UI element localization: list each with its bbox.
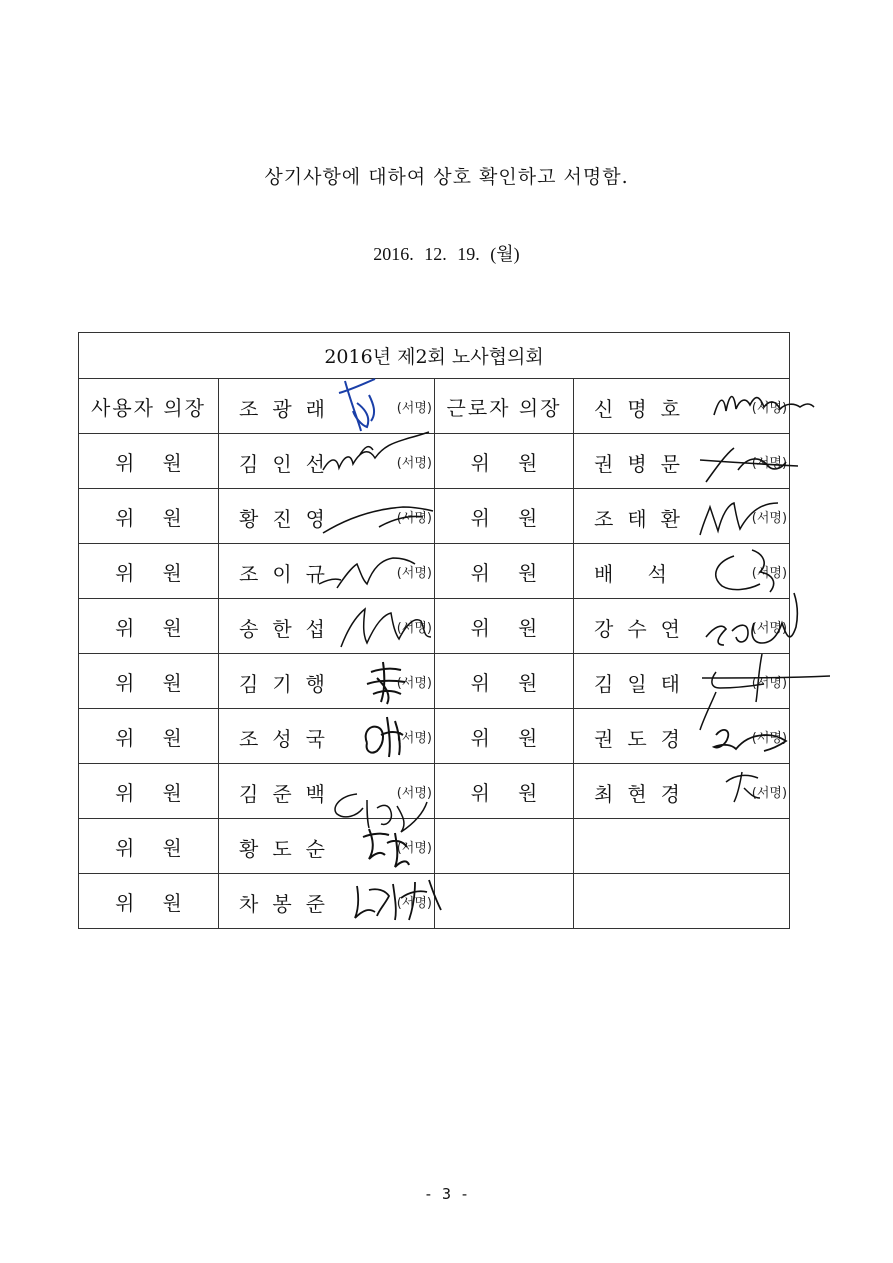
left-name-cell	[219, 764, 435, 819]
right-name-cell	[574, 599, 790, 654]
member-name: 권도경	[594, 727, 694, 751]
seal-label: (서명)	[751, 511, 788, 526]
page-number: - 3 -	[423, 1185, 470, 1203]
left-name-cell	[219, 434, 435, 489]
seal-label: (서명)	[396, 566, 432, 581]
role-label: 위원	[115, 725, 210, 750]
left-name-cell	[219, 874, 435, 929]
seal-label: (서명)	[396, 841, 432, 856]
seal-label: (서명)	[751, 676, 788, 691]
member-name: 황진영	[239, 507, 339, 531]
table-row	[79, 434, 790, 489]
seal-label: (서명)	[396, 731, 432, 746]
right-name-cell	[574, 709, 790, 764]
seal-label: (서명)	[396, 786, 432, 801]
member-name: 강수연	[594, 617, 694, 641]
member-name: 송한섭	[239, 617, 339, 641]
table-row	[79, 544, 790, 599]
handwritten-signature	[331, 373, 401, 435]
left-role-cell	[79, 379, 219, 434]
right-role-cell	[435, 709, 574, 764]
seal-label: (서명)	[396, 676, 432, 691]
right-name-cell	[574, 764, 790, 819]
role-label: 위원	[470, 560, 566, 585]
seal-label: (서명)	[396, 511, 432, 526]
member-name: 조성국	[239, 727, 339, 751]
signature-table	[78, 332, 790, 929]
member-name: 조광래	[239, 397, 339, 421]
table-row	[79, 709, 790, 764]
role-label: 위원	[470, 725, 566, 750]
member-name: 배 석	[594, 562, 681, 586]
role-label: 위원	[470, 780, 566, 805]
member-name: 신명호	[594, 397, 694, 421]
member-name: 김인선	[239, 452, 339, 476]
role-label: 위원	[115, 450, 210, 475]
left-role-cell	[79, 709, 219, 764]
right-role-cell	[435, 489, 574, 544]
role-label: 위원	[470, 670, 566, 695]
right-name-cell	[574, 489, 790, 544]
seal-label: (서명)	[396, 896, 432, 911]
seal-label: (서명)	[396, 401, 432, 416]
role-label: 사용자 의장	[91, 395, 206, 420]
seal-label: (서명)	[751, 566, 788, 581]
seal-label: (서명)	[751, 401, 788, 416]
right-name-cell	[574, 544, 790, 599]
left-role-cell	[79, 599, 219, 654]
member-name: 조태환	[594, 507, 694, 531]
role-label: 위원	[115, 615, 210, 640]
right-name-cell	[574, 379, 790, 434]
role-label: 위원	[115, 835, 210, 860]
member-name: 김일태	[594, 672, 694, 696]
seal-label: (서명)	[751, 456, 788, 471]
left-name-cell	[219, 599, 435, 654]
role-label: 위원	[115, 670, 210, 695]
table-row	[79, 764, 790, 819]
left-role-cell	[79, 434, 219, 489]
right-role-cell	[435, 654, 574, 709]
left-role-cell	[79, 544, 219, 599]
right-role-cell	[435, 379, 574, 434]
role-label: 근로자 의장	[446, 395, 562, 420]
role-label: 위원	[470, 615, 566, 640]
right-role-cell	[435, 544, 574, 599]
member-name: 최현경	[594, 782, 694, 806]
member-name: 조이규	[239, 562, 339, 586]
left-name-cell	[219, 379, 435, 434]
member-name: 차봉준	[239, 892, 339, 916]
left-name-cell	[219, 654, 435, 709]
statement-text: 상기사항에 대하여 상호 확인하고 서명함.	[264, 166, 629, 188]
table-row	[79, 599, 790, 654]
role-label: 위원	[115, 780, 210, 805]
left-role-cell	[79, 764, 219, 819]
member-name: 김준백	[239, 782, 339, 806]
table-row	[79, 654, 790, 709]
seal-label: (서명)	[751, 731, 788, 746]
right-name-cell	[574, 819, 790, 874]
member-name: 권병문	[594, 452, 694, 476]
role-label: 위원	[115, 505, 210, 530]
right-name-cell	[574, 874, 790, 929]
table-row	[79, 819, 790, 874]
left-role-cell	[79, 819, 219, 874]
left-name-cell	[219, 489, 435, 544]
right-name-cell	[574, 654, 790, 709]
left-role-cell	[79, 654, 219, 709]
seal-label: (서명)	[396, 456, 432, 471]
seal-label: (서명)	[396, 621, 432, 636]
role-label: 위원	[115, 890, 210, 915]
right-role-cell	[435, 874, 574, 929]
member-name: 황도순	[239, 837, 339, 861]
left-name-cell	[219, 544, 435, 599]
table-title: 2016년 제2회 노사협의회	[79, 333, 790, 379]
table-row	[79, 874, 790, 929]
right-role-cell	[435, 599, 574, 654]
left-name-cell	[219, 709, 435, 764]
seal-label: (서명)	[751, 621, 788, 636]
member-name: 김기행	[239, 672, 339, 696]
table-row	[79, 489, 790, 544]
left-name-cell	[219, 819, 435, 874]
table-row	[79, 379, 790, 434]
left-role-cell	[79, 874, 219, 929]
right-role-cell	[435, 819, 574, 874]
role-label: 위원	[470, 450, 566, 475]
seal-label: (서명)	[751, 786, 788, 801]
right-role-cell	[435, 434, 574, 489]
role-label: 위원	[470, 505, 566, 530]
left-role-cell	[79, 489, 219, 544]
right-name-cell	[574, 434, 790, 489]
right-role-cell	[435, 764, 574, 819]
role-label: 위원	[115, 560, 210, 585]
date-text: 2016. 12. 19. (월)	[373, 244, 520, 264]
